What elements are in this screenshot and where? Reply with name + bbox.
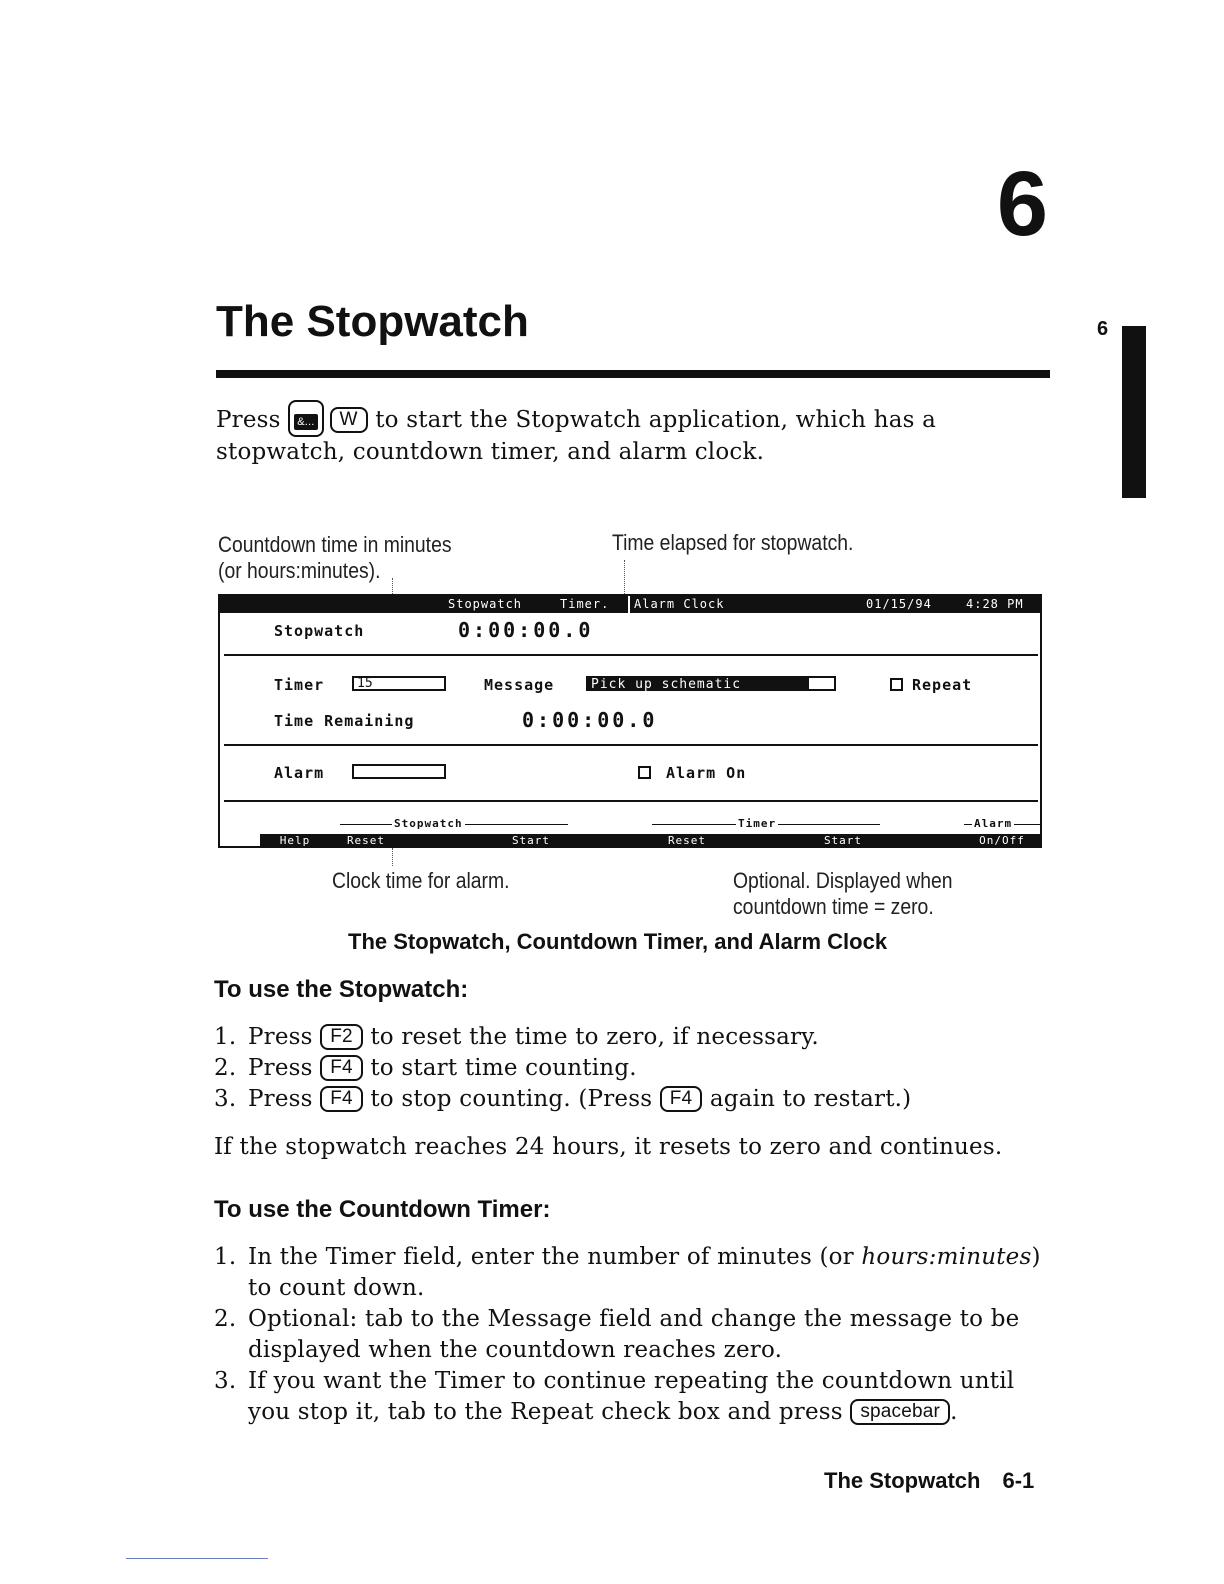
alarm-on-label: Alarm On [666,764,747,782]
side-tab-number: 6 [1097,318,1109,340]
section-heading-countdown: To use the Countdown Timer: [214,1196,551,1223]
stopwatch-note: If the stopwatch reaches 24 hours, it resets to zero and continues. [214,1134,1003,1160]
w-key: W [330,407,368,433]
shortcut-key-icon: &... [288,400,323,437]
menu-time: 4:28 PM [966,597,1024,611]
callout-elapsed: Time elapsed for stopwatch. [612,530,854,555]
list-item: 1. In the Timer field, enter the number of minutes (or hours:minutes) to count down. [214,1244,1041,1301]
stopwatch-label: Stopwatch [274,622,365,640]
page-footer [824,1468,1034,1494]
timer-input[interactable]: 15 [352,676,446,691]
timer-start-softkey[interactable]: Start [823,834,863,847]
stopwatch-reset-softkey[interactable]: Reset [346,834,386,847]
menu-bar [220,596,1040,613]
screen-divider [224,654,1038,656]
menu-stopwatch[interactable]: Stopwatch [448,597,523,611]
time-remaining-label: Time Remaining [274,712,415,730]
bottom-rule [126,1558,268,1559]
menu-alarm-clock[interactable]: Alarm Clock [634,597,725,611]
alarm-label: Alarm [274,764,325,782]
screen-divider [224,800,1038,802]
countdown-steps [214,1242,1054,1428]
timer-reset-softkey[interactable]: Reset [667,834,707,847]
f4-key: F4 [320,1086,363,1112]
page-title: The Stopwatch [216,297,529,346]
help-softkey[interactable]: Help [279,834,311,847]
repeat-label: Repeat [912,676,973,694]
alarm-time-input[interactable] [352,764,446,779]
message-value: Pick up schematic [588,678,809,689]
intro-line-1: Press &... W to start the Stopwatch application, which has a [216,400,1036,437]
list-item: 3. If you want the Timer to continue repeating the countdown until you stop it, tab to the Repeat check box and press spacebar . [214,1368,1015,1425]
menu-date: 01/15/94 [866,597,932,611]
time-remaining-value: 0:00:00.0 [522,708,658,732]
list-item: 2. Press F4 to start time counting. [214,1055,637,1081]
menu-separator [628,596,630,613]
leader-line [624,560,625,596]
f2-key: F2 [320,1024,363,1050]
title-rule [216,370,1050,378]
group-label-alarm: Alarm [974,817,1013,830]
list-item: 3. Press F4 to stop counting. (Press F4 again to restart.) [214,1086,912,1112]
list-item: 1. Press F2 to reset the time to zero, if necessary. [214,1024,819,1050]
message-label: Message [484,676,555,694]
stopwatch-screen [218,594,1042,848]
group-label-stopwatch: Stopwatch [394,817,463,830]
callout-optional: Optional. Displayed when countdown time = zero. [733,868,953,919]
figure-caption: The Stopwatch, Countdown Timer, and Alarm Clock [348,929,888,954]
alarm-on-checkbox[interactable] [638,766,651,779]
stopwatch-steps [214,1022,1034,1115]
callout-countdown: Countdown time in minutes (or hours:minutes). [218,532,452,583]
alarm-onoff-softkey[interactable]: On/Off [979,834,1025,847]
list-item: 2. Optional: tab to the Message field and change the message to be displayed when the countdown reaches zero. [214,1306,1020,1363]
timer-label: Timer [274,676,325,694]
section-heading-stopwatch: To use the Stopwatch: [214,976,469,1003]
repeat-checkbox[interactable] [890,678,903,691]
stopwatch-time: 0:00:00.0 [458,618,594,642]
spacebar-key: spacebar [850,1399,950,1425]
callout-clock-time: Clock time for alarm. [332,868,510,893]
leader-line [392,848,393,866]
footer-page-number: 6-1 [1002,1468,1035,1493]
intro-line-2: stopwatch, countdown timer, and alarm clock. [216,439,765,465]
footer-title: The Stopwatch [824,1468,981,1493]
side-tab-bar [1122,326,1146,498]
menu-timer[interactable]: Timer. [560,597,610,611]
stopwatch-start-softkey[interactable]: Start [511,834,551,847]
message-input[interactable] [586,676,836,691]
f4-key: F4 [320,1055,363,1081]
group-label-timer: Timer [738,817,777,830]
screen-divider [224,744,1038,746]
f4-key: F4 [660,1086,703,1112]
intro-paragraph [216,400,1036,468]
chapter-number: 6 [996,153,1048,255]
